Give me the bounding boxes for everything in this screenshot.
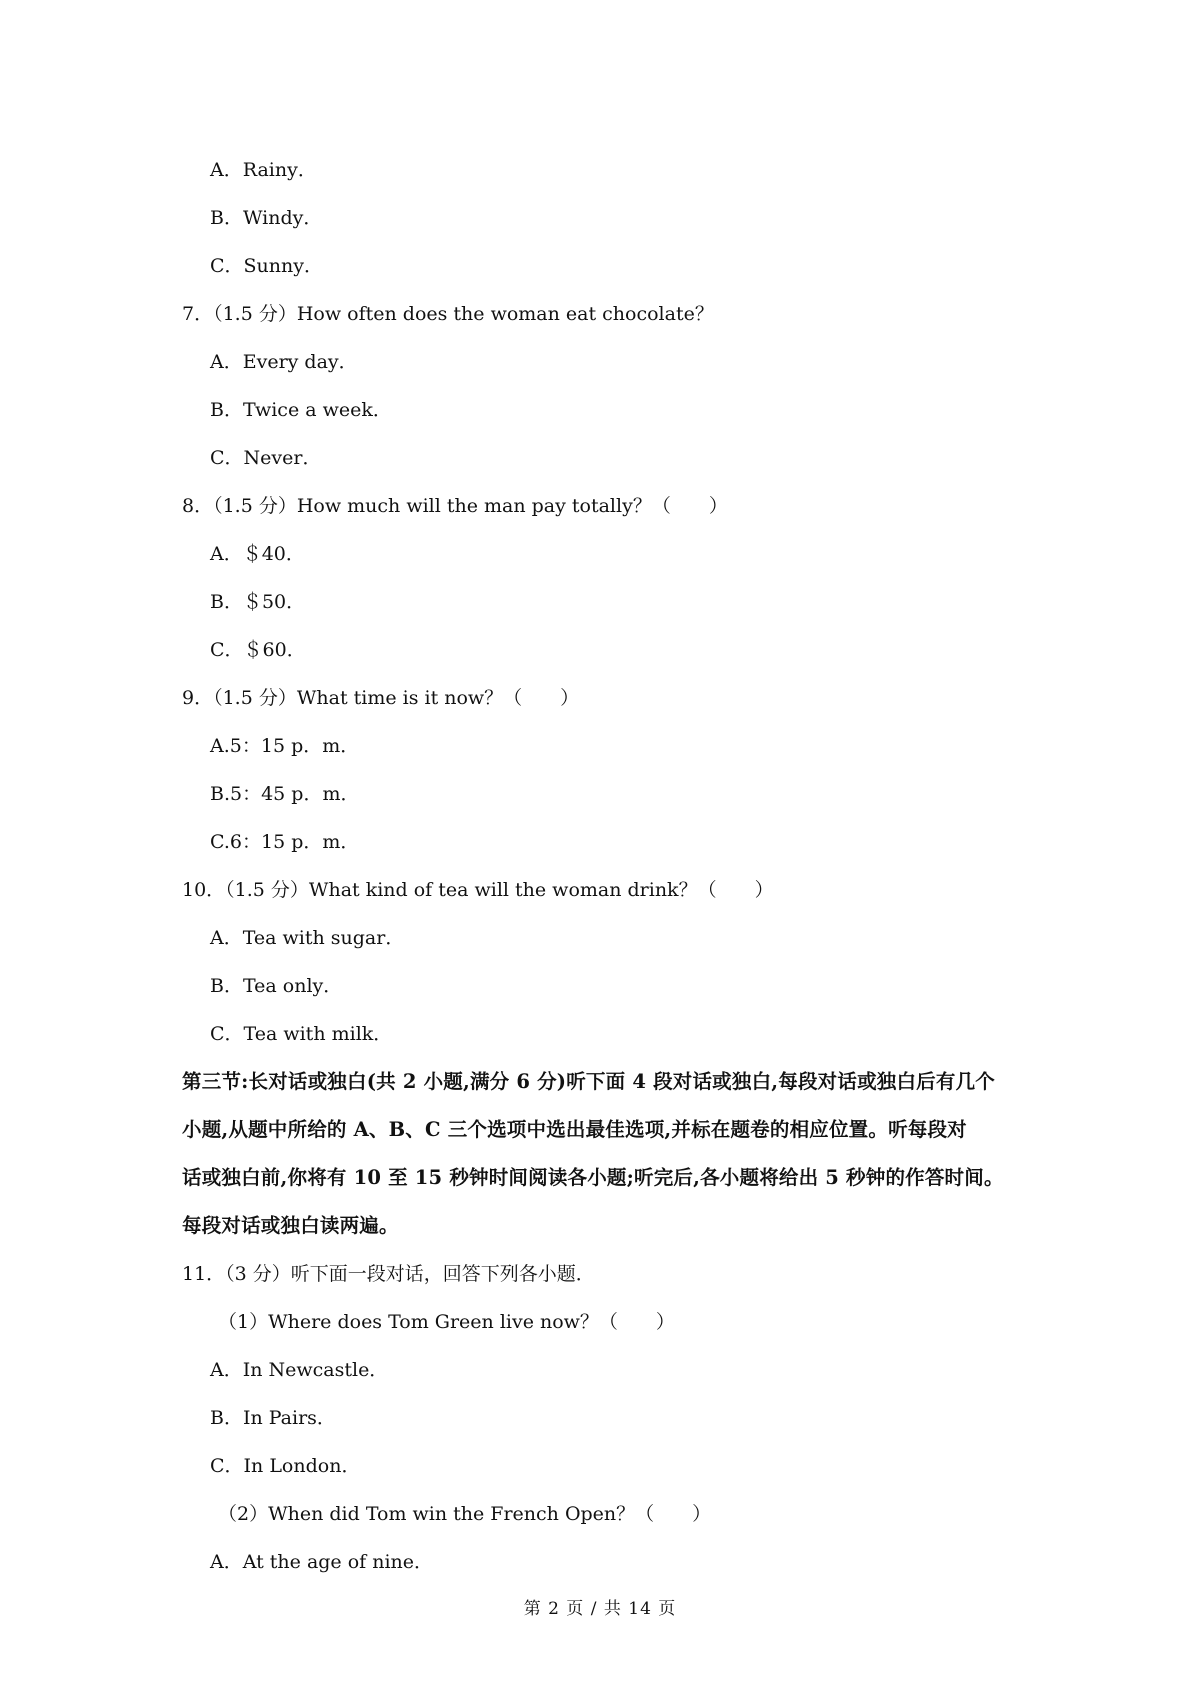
page-footer: 第 2 页 / 共 14 页 — [523, 1599, 677, 1619]
q8-option-a: A．＄40． — [210, 543, 305, 565]
q7-stem: 7．（1.5 分）How often does the woman eat chocolate？ — [182, 303, 714, 325]
q11-sub1-option-b: B．In Pairs． — [210, 1407, 336, 1429]
section3-instructions-line-2: 小题,从题中所给的 A、B、C 三个选项中选出最佳选项,并标在题卷的相应位置。听每段对 — [182, 1118, 967, 1141]
q10-option-c: C．Tea with milk． — [210, 1023, 393, 1045]
q9-stem: 9．（1.5 分）What time is it now？（ ） — [182, 687, 580, 709]
q6-option-b: B．Windy． — [210, 207, 323, 229]
q11-sub1-option-c: C．In London． — [210, 1455, 361, 1477]
q9-option-c: C.6：15 p．m． — [210, 831, 360, 853]
q10-option-a: A．Tea with sugar． — [210, 927, 405, 949]
q6-option-a: A．Rainy． — [210, 159, 317, 181]
q7-option-c: C．Never． — [210, 447, 322, 469]
q8-option-b: B．＄50． — [210, 591, 306, 613]
q10-stem: 10．（1.5 分）What kind of tea will the woman drink？（ ） — [182, 879, 774, 901]
q7-option-a: A．Every day． — [210, 351, 358, 373]
section3-instructions-line-3: 话或独白前,你将有 10 至 15 秒钟时间阅读各小题;听完后,各小题将给出 5 秒钟的作答时间。 — [182, 1166, 1004, 1189]
q10-option-b: B．Tea only． — [210, 975, 343, 997]
section3-instructions-line-4: 每段对话或独白读两遍。 — [182, 1214, 399, 1237]
q8-stem: 8．（1.5 分）How much will the man pay totally？（ ） — [182, 495, 728, 517]
q11-sub2-stem: （2）When did Tom win the French Open？（ ） — [218, 1503, 712, 1525]
q11-sub1-stem: （1）Where does Tom Green live now？（ ） — [218, 1311, 675, 1333]
q11-stem: 11．（3 分）听下面一段对话，回答下列各小题． — [182, 1263, 595, 1285]
q11-sub2-option-a: A．At the age of nine． — [210, 1551, 434, 1573]
q7-option-b: B．Twice a week． — [210, 399, 392, 421]
q9-option-a: A.5：15 p．m． — [210, 735, 360, 757]
section3-instructions-line-1: 第三节:长对话或独白(共 2 小题,满分 6 分)听下面 4 段对话或独白,每段对话或独白后有几个 — [182, 1070, 995, 1093]
q8-option-c: C．＄60． — [210, 639, 306, 661]
q11-sub1-option-a: A．In Newcastle． — [210, 1359, 389, 1381]
q9-option-b: B.5：45 p．m． — [210, 783, 360, 805]
q6-option-c: C．Sunny． — [210, 255, 323, 277]
